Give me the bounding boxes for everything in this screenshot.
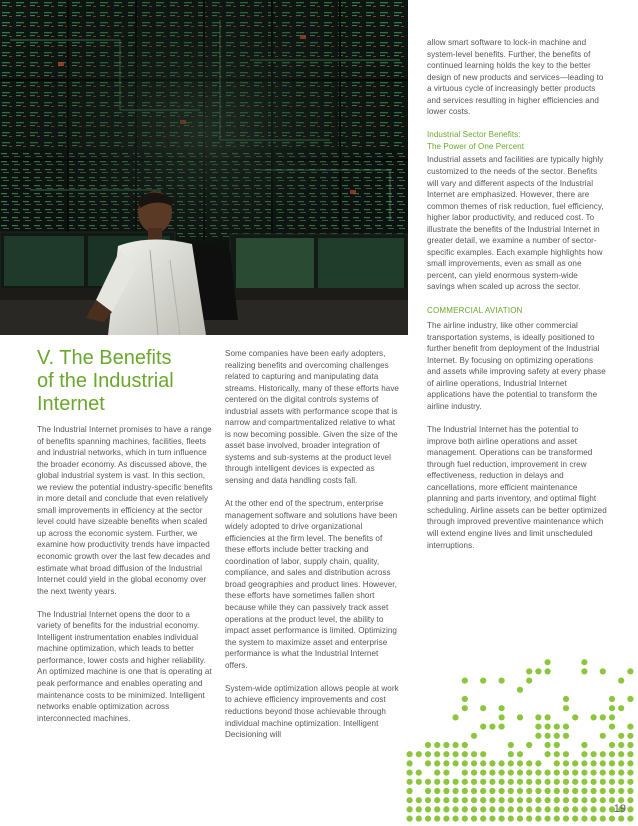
decorative-dot xyxy=(572,788,578,794)
decorative-dot xyxy=(618,742,624,748)
decorative-dot xyxy=(453,779,459,785)
decorative-dot xyxy=(499,797,505,803)
decorative-dot xyxy=(554,724,560,730)
decorative-dot xyxy=(517,760,523,766)
decorative-dot xyxy=(545,797,551,803)
decorative-dot xyxy=(425,788,431,794)
decorative-dot xyxy=(462,770,468,776)
right-paragraph-3: The airline industry, like other commercial transportation systems, is ideally positioned to further benefit from deployment of the Industrial Internet. By focusing on optimizing operations and assets while improving safety at every phase of airline operations, Industrial Internet applications have the potential to transform the airline industry. xyxy=(427,321,606,411)
decorative-dot xyxy=(453,751,459,757)
decorative-dot xyxy=(453,797,459,803)
decorative-dot xyxy=(581,788,587,794)
decorative-dot xyxy=(526,806,532,812)
decorative-dot xyxy=(489,806,495,812)
decorative-dot xyxy=(462,760,468,766)
decorative-dot xyxy=(554,751,560,757)
decorative-dot xyxy=(545,714,551,720)
decorative-dot xyxy=(517,788,523,794)
decorative-dot xyxy=(563,779,569,785)
decorative-dot xyxy=(609,788,615,794)
decorative-dot xyxy=(609,714,615,720)
decorative-dot xyxy=(443,779,449,785)
decorative-dot xyxy=(591,751,597,757)
decorative-dot xyxy=(471,816,477,822)
decorative-dot xyxy=(480,760,486,766)
decorative-dot xyxy=(416,751,422,757)
decorative-dot xyxy=(480,797,486,803)
decorative-dot xyxy=(508,742,514,748)
decorative-dot xyxy=(627,816,633,822)
decorative-dot xyxy=(480,806,486,812)
middle-paragraph-1: Some companies have been early adopters, realizing benefits and overcoming challenges related to capturing and manipulating data streams. Historically, many of these efforts have centered on the digital controls systems of industrial assets with performance scope that is narrow and compartmentalized relative to what is now becoming possible. Given the size of the asset base involved, broader integration of systems and sub-systems at the product level through intelligent devices is expected as sensing and data handling costs fall. xyxy=(225,349,399,486)
decorative-dot xyxy=(591,816,597,822)
decorative-dot xyxy=(535,797,541,803)
decorative-dot xyxy=(627,668,633,674)
decorative-dot xyxy=(499,770,505,776)
section-title-line-2: of the Industrial xyxy=(37,370,174,392)
decorative-dot xyxy=(499,788,505,794)
decorative-dot xyxy=(526,742,532,748)
decorative-dot xyxy=(416,806,422,812)
decorative-dot xyxy=(526,779,532,785)
control-room-photo xyxy=(0,0,408,335)
decorative-dot xyxy=(609,696,615,702)
decorative-dot xyxy=(443,797,449,803)
decorative-dot xyxy=(517,779,523,785)
right-paragraph-2: Industrial assets and facilities are typically highly customized to the needs of the sector. Benefits will vary and different aspects of the Industrial Internet are emphasized. However, there are common themes of risk reduction, fuel efficiency, higher labor productivity, and reduced cost. To illustrate the benefits of the Industrial Internet in greater detail, we examine a number of sector-specific examples. Each example highlights how small improvements, even as small as one percent, can yield enormous system-wide savings when scaled up across the sector. xyxy=(427,155,604,292)
decorative-dot xyxy=(407,816,413,822)
decorative-dot xyxy=(600,714,606,720)
decorative-dot xyxy=(407,797,413,803)
decorative-dot xyxy=(618,770,624,776)
decorative-dot xyxy=(563,724,569,730)
decorative-dot xyxy=(434,742,440,748)
decorative-dot xyxy=(499,806,505,812)
decorative-dot xyxy=(471,751,477,757)
decorative-dot xyxy=(600,779,606,785)
decorative-dot xyxy=(627,696,633,702)
decorative-dot xyxy=(600,788,606,794)
decorative-dot xyxy=(609,705,615,711)
decorative-dot xyxy=(499,724,505,730)
decorative-dot xyxy=(618,751,624,757)
decorative-dot xyxy=(572,816,578,822)
decorative-dot xyxy=(627,797,633,803)
decorative-dot xyxy=(462,779,468,785)
decorative-dot xyxy=(572,806,578,812)
decorative-dot xyxy=(600,770,606,776)
decorative-dot xyxy=(425,742,431,748)
decorative-dot xyxy=(499,714,505,720)
decorative-dot xyxy=(480,724,486,730)
decorative-dot xyxy=(535,788,541,794)
decorative-dot xyxy=(627,788,633,794)
decorative-dot xyxy=(581,806,587,812)
decorative-dot xyxy=(627,742,633,748)
decorative-dot xyxy=(508,816,514,822)
commercial-aviation-heading: COMMERCIAL AVIATION xyxy=(427,305,523,315)
decorative-dot xyxy=(554,797,560,803)
decorative-dot xyxy=(434,760,440,766)
decorative-dot xyxy=(618,733,624,739)
decorative-dot xyxy=(462,742,468,748)
decorative-dot xyxy=(591,806,597,812)
decorative-dot xyxy=(499,816,505,822)
decorative-dot xyxy=(407,788,413,794)
decorative-dot xyxy=(407,779,413,785)
decorative-dot xyxy=(609,770,615,776)
decorative-dot xyxy=(434,788,440,794)
decorative-dot xyxy=(627,733,633,739)
decorative-dot xyxy=(554,733,560,739)
decorative-dot xyxy=(508,779,514,785)
decorative-dot xyxy=(499,705,505,711)
decorative-dot xyxy=(627,724,633,730)
decorative-dot xyxy=(499,678,505,684)
decorative-dot xyxy=(480,751,486,757)
decorative-dot xyxy=(453,742,459,748)
decorative-dot xyxy=(526,797,532,803)
decorative-dot xyxy=(535,733,541,739)
decorative-dot xyxy=(489,797,495,803)
decorative-dot xyxy=(425,806,431,812)
decorative-dot xyxy=(627,806,633,812)
decorative-dot xyxy=(407,770,413,776)
decorative-dot xyxy=(517,751,523,757)
decorative-dot xyxy=(425,797,431,803)
decorative-dot xyxy=(471,779,477,785)
decorative-dot xyxy=(591,797,597,803)
decorative-dot xyxy=(581,797,587,803)
subheading-sector-benefits xyxy=(427,129,607,152)
decorative-dot-pattern xyxy=(405,630,638,826)
decorative-dot xyxy=(618,678,624,684)
decorative-dot xyxy=(471,788,477,794)
decorative-dot xyxy=(563,733,569,739)
decorative-dot xyxy=(535,668,541,674)
decorative-dot xyxy=(508,797,514,803)
decorative-dot xyxy=(609,751,615,757)
decorative-dot xyxy=(563,770,569,776)
decorative-dot xyxy=(425,779,431,785)
decorative-dot xyxy=(591,788,597,794)
decorative-dot xyxy=(453,788,459,794)
decorative-dot xyxy=(462,696,468,702)
decorative-dot xyxy=(443,770,449,776)
decorative-dot xyxy=(591,770,597,776)
decorative-dot xyxy=(600,668,606,674)
middle-paragraph-3: System-wide optimization allows people at work to achieve efficiency improvements and cost reductions beyond those achievable through individual machine optimization. Intelligent Decisioning will xyxy=(225,683,399,740)
decorative-dot xyxy=(545,733,551,739)
decorative-dot xyxy=(416,770,422,776)
decorative-dot xyxy=(563,760,569,766)
decorative-dot xyxy=(554,816,560,822)
decorative-dot xyxy=(600,797,606,803)
decorative-dot xyxy=(591,779,597,785)
decorative-dot xyxy=(508,751,514,757)
decorative-dot xyxy=(489,724,495,730)
right-paragraph-4: The Industrial Internet has the potential to improve both airline operations and asset management. Operations can be transformed through fuel reduction, improvement in crew effectiveness, reduction in delays and cancellations, more efficient maintenance planning and parts inventory, and optimal flight scheduling. Airline assets can be better optimized through improved preventive maintenance which will extend engine lives and limit unscheduled interruptions. xyxy=(427,425,607,550)
decorative-dot xyxy=(545,724,551,730)
decorative-dot xyxy=(581,816,587,822)
decorative-dot xyxy=(572,714,578,720)
decorative-dot xyxy=(425,760,431,766)
decorative-dot xyxy=(480,788,486,794)
decorative-dot xyxy=(535,816,541,822)
decorative-dot xyxy=(618,816,624,822)
decorative-dot xyxy=(489,788,495,794)
middle-column xyxy=(225,348,403,752)
decorative-dot xyxy=(535,760,541,766)
decorative-dot xyxy=(545,751,551,757)
decorative-dot xyxy=(618,705,624,711)
decorative-dot xyxy=(600,806,606,812)
decorative-dot xyxy=(434,806,440,812)
decorative-dot xyxy=(462,751,468,757)
decorative-dot xyxy=(609,742,615,748)
decorative-dot xyxy=(545,816,551,822)
decorative-dot xyxy=(489,770,495,776)
decorative-dot xyxy=(462,678,468,684)
decorative-dot xyxy=(545,779,551,785)
decorative-dot xyxy=(545,659,551,665)
decorative-dot xyxy=(600,816,606,822)
decorative-dot xyxy=(526,816,532,822)
decorative-dot xyxy=(517,816,523,822)
decorative-dot xyxy=(563,696,569,702)
decorative-dot xyxy=(545,806,551,812)
decorative-dot xyxy=(526,770,532,776)
decorative-dot xyxy=(526,678,532,684)
middle-paragraph-2: At the other end of the spectrum, enterprise management software and solutions have been widely adopted to drive organizational efficiencies at the firm level. The benefits of these efforts include better tracking and coordination of labor, supply chain, quality, compliance, and sales and distribution across broad geographies and product lines. However, these efforts have sometimes fallen short because while they can passively track asset operations at the product level, the ability to impact asset performance is limited. Optimizing the system to maximize asset and enterprise performance is what the Industrial Internet offers. xyxy=(225,499,398,670)
decorative-dot xyxy=(572,760,578,766)
decorative-dot xyxy=(508,770,514,776)
decorative-dot xyxy=(581,742,587,748)
decorative-dot xyxy=(535,714,541,720)
decorative-dot xyxy=(443,806,449,812)
decorative-dot xyxy=(545,668,551,674)
decorative-dot xyxy=(499,779,505,785)
left-paragraph-1: The Industrial Internet promises to have a range of benefits spanning machines, facilities, fleets and industrial networks, which in turn influence the broader economy. As discussed above, the global industrial system is vast. In this section, we review the potential industry-specific benefits in more detail and conclude that even relatively small improvements in efficiency at the sector level could have sizeable benefits when scaled up across the economic system. Further, we examine how productivity trends have impacted economic growth over the last few decades and estimate what broad diffusion of the Industrial Internet could yield in the global economy over the next twenty years. xyxy=(37,425,213,596)
decorative-dot xyxy=(535,779,541,785)
decorative-dot xyxy=(462,816,468,822)
decorative-dot xyxy=(453,806,459,812)
decorative-dot xyxy=(443,788,449,794)
decorative-dot xyxy=(581,779,587,785)
decorative-dot xyxy=(499,760,505,766)
decorative-dot xyxy=(581,760,587,766)
decorative-dot xyxy=(508,760,514,766)
decorative-dot xyxy=(471,733,477,739)
subheading-line-2: The Power of One Percent xyxy=(427,141,525,151)
decorative-dot xyxy=(554,742,560,748)
decorative-dot xyxy=(581,770,587,776)
decorative-dot xyxy=(572,797,578,803)
decorative-dot xyxy=(581,668,587,674)
decorative-dot xyxy=(609,724,615,730)
left-paragraph-2: The Industrial Internet opens the door to a variety of benefits for the industrial economy. Intelligent instrumentation enables individual machine optimization, which leads to better performance, lower costs and higher reliability. An optimized machine is one that is operating at peak performance and enables operating and maintenance costs to be minimized. Intelligent networks enable optimization across interconnected machines. xyxy=(37,609,212,723)
decorative-dot xyxy=(508,806,514,812)
decorative-dot xyxy=(591,714,597,720)
decorative-dot xyxy=(407,760,413,766)
decorative-dot xyxy=(618,779,624,785)
decorative-dot xyxy=(453,816,459,822)
decorative-dot xyxy=(600,751,606,757)
decorative-dot xyxy=(572,770,578,776)
decorative-dot xyxy=(462,806,468,812)
decorative-dot xyxy=(627,751,633,757)
decorative-dot xyxy=(453,714,459,720)
decorative-dot xyxy=(563,816,569,822)
decorative-dot xyxy=(489,760,495,766)
left-column xyxy=(37,424,215,736)
page-number: 19 xyxy=(613,803,626,815)
decorative-dot xyxy=(434,770,440,776)
decorative-dot xyxy=(609,816,615,822)
decorative-dot xyxy=(517,687,523,693)
decorative-dot xyxy=(480,779,486,785)
decorative-dot xyxy=(407,751,413,757)
decorative-dot xyxy=(600,760,606,766)
decorative-dot xyxy=(416,779,422,785)
section-title-line-1: V. The Benefits xyxy=(37,347,172,369)
section-title-line-3: Internet xyxy=(37,393,105,415)
decorative-dot xyxy=(425,816,431,822)
decorative-dot xyxy=(526,788,532,794)
decorative-dot xyxy=(581,751,587,757)
decorative-dot xyxy=(618,760,624,766)
decorative-dot xyxy=(535,770,541,776)
decorative-dot xyxy=(453,760,459,766)
decorative-dot xyxy=(443,760,449,766)
decorative-dot xyxy=(526,760,532,766)
decorative-dot xyxy=(480,816,486,822)
decorative-dot xyxy=(554,788,560,794)
decorative-dot xyxy=(618,788,624,794)
decorative-dot xyxy=(471,806,477,812)
right-paragraph-1: allow smart software to lock-in machine and system-level benefits. Further, the benefits of continued learning holds the key to the better design of new products and services—leading to a virtuous cycle of increasingly better products and services resulting in higher efficiencies and lower costs. xyxy=(427,38,604,117)
decorative-dot xyxy=(416,816,422,822)
decorative-dot xyxy=(563,788,569,794)
decorative-dot xyxy=(609,760,615,766)
decorative-dot xyxy=(480,770,486,776)
decorative-dot xyxy=(517,714,523,720)
decorative-dot xyxy=(416,797,422,803)
decorative-dot xyxy=(563,705,569,711)
decorative-dot xyxy=(462,705,468,711)
decorative-dot xyxy=(535,724,541,730)
decorative-dot xyxy=(627,779,633,785)
decorative-dot xyxy=(545,788,551,794)
decorative-dot xyxy=(434,797,440,803)
section-title xyxy=(37,347,217,416)
decorative-dot xyxy=(572,779,578,785)
decorative-dot xyxy=(591,760,597,766)
decorative-dot xyxy=(627,760,633,766)
decorative-dot xyxy=(434,751,440,757)
subheading-line-1: Industrial Sector Benefits: xyxy=(427,130,521,140)
decorative-dot xyxy=(545,742,551,748)
decorative-dot xyxy=(480,705,486,711)
decorative-dot xyxy=(434,816,440,822)
decorative-dot xyxy=(471,797,477,803)
decorative-dot xyxy=(471,770,477,776)
decorative-dot xyxy=(563,797,569,803)
decorative-dot xyxy=(508,788,514,794)
decorative-dot xyxy=(489,816,495,822)
decorative-dot xyxy=(480,678,486,684)
decorative-dot xyxy=(581,659,587,665)
decorative-dot xyxy=(517,770,523,776)
decorative-dot xyxy=(443,751,449,757)
decorative-dot xyxy=(554,760,560,766)
decorative-dot xyxy=(526,668,532,674)
decorative-dot xyxy=(425,751,431,757)
decorative-dot xyxy=(563,806,569,812)
decorative-dot xyxy=(554,779,560,785)
decorative-dot xyxy=(462,797,468,803)
decorative-dot xyxy=(443,742,449,748)
decorative-dot xyxy=(407,806,413,812)
decorative-dot xyxy=(517,797,523,803)
decorative-dot xyxy=(462,788,468,794)
right-column xyxy=(427,37,607,563)
decorative-dot xyxy=(554,770,560,776)
decorative-dot xyxy=(535,806,541,812)
decorative-dot xyxy=(471,760,477,766)
decorative-dot xyxy=(443,816,449,822)
decorative-dot xyxy=(563,751,569,757)
decorative-dot xyxy=(434,779,440,785)
decorative-dot xyxy=(554,806,560,812)
decorative-dot xyxy=(517,806,523,812)
decorative-dot xyxy=(627,770,633,776)
decorative-dot xyxy=(545,770,551,776)
decorative-dot xyxy=(489,779,495,785)
decorative-dot xyxy=(600,733,606,739)
decorative-dot xyxy=(609,779,615,785)
